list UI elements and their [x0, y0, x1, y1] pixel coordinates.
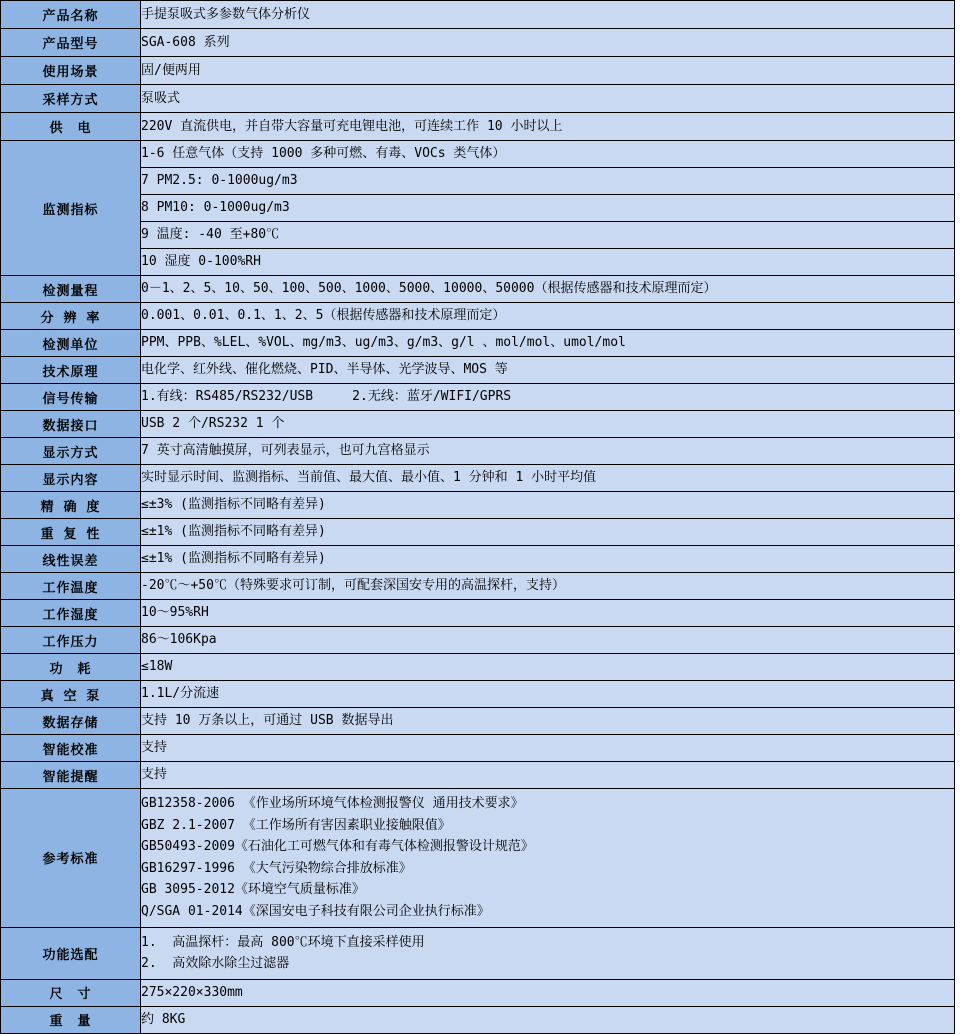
- spec-row: [1, 492, 955, 519]
- spec-label-cell: 显示内容: [1, 465, 141, 492]
- spec-label-cell: 供 电: [1, 113, 141, 141]
- spec-label-cell: 功能选配: [1, 927, 141, 979]
- spec-row: [1, 438, 955, 465]
- spec-row: [1, 979, 955, 1006]
- spec-row: [1, 330, 955, 357]
- spec-row: [1, 762, 955, 789]
- spec-label-cell: 信号传输: [1, 384, 141, 411]
- spec-value-line: GB 3095-2012《环境空气质量标准》: [141, 882, 365, 898]
- spec-label-cell: 智能提醒: [1, 762, 141, 789]
- spec-value-cell: 86～106Kpa: [141, 627, 955, 654]
- spec-value-cell: 275×220×330mm: [141, 979, 955, 1006]
- spec-label-cell: 功 耗: [1, 654, 141, 681]
- spec-row: [1, 57, 955, 85]
- spec-label-cell: 数据存储: [1, 708, 141, 735]
- spec-value-cell: -20℃～+50℃（特殊要求可订制，可配套深国安专用的高温探杆，支持）: [141, 573, 955, 600]
- spec-label-cell: 精 确 度: [1, 492, 141, 519]
- spec-row: [1, 29, 955, 57]
- spec-label-cell: 检测单位: [1, 330, 141, 357]
- spec-row: [1, 85, 955, 113]
- spec-row: [1, 546, 955, 573]
- spec-row: [1, 573, 955, 600]
- spec-value-line: Q/SGA 01-2014《深国安电子科技有限公司企业执行标准》: [141, 903, 490, 919]
- spec-label-cell: 技术原理: [1, 357, 141, 384]
- spec-value-cell: 220V 直流供电，并自带大容量可充电锂电池，可连续工作 10 小时以上: [141, 113, 955, 141]
- spec-row: [1, 735, 955, 762]
- spec-value-line: GB50493-2009《石油化工可燃气体和有毒气体检测报警设计规范》: [141, 839, 534, 855]
- spec-value-cell: ≤18W: [141, 654, 955, 681]
- spec-value-cell: 7 PM2.5: 0-1000ug/m3: [141, 168, 955, 195]
- spec-label-cell: 分 辨 率: [1, 303, 141, 330]
- spec-row: [1, 384, 955, 411]
- spec-value-line: 1. 高温探杆：最高 800℃环境下直接采样使用: [141, 934, 425, 950]
- spec-row: [1, 303, 955, 330]
- spec-value-cell: 0.001、0.01、0.1、1、2、5（根据传感器和技术原理而定）: [141, 303, 955, 330]
- spec-value-cell: [141, 927, 955, 979]
- spec-label-cell: 工作湿度: [1, 600, 141, 627]
- spec-value-cell: 8 PM10: 0-1000ug/m3: [141, 195, 955, 222]
- spec-row: [1, 708, 955, 735]
- spec-row: [1, 357, 955, 384]
- spec-label-cell: 采样方式: [1, 85, 141, 113]
- spec-table-body: [1, 1, 955, 1034]
- spec-label-cell: 显示方式: [1, 438, 141, 465]
- spec-value-line: GB12358-2006 《作业场所环境气体检测报警仪 通用技术要求》: [141, 796, 524, 811]
- spec-value-cell: 7 英寸高清触摸屏，可列表显示，也可九宫格显示: [141, 438, 955, 465]
- spec-value-cell: 10 湿度 0-100%RH: [141, 249, 955, 276]
- spec-row: [1, 1, 955, 29]
- spec-value-cell: PPM、PPB、%LEL、%VOL、mg/m3、ug/m3、g/m3、g/l 、mol/mol、umol/mol: [141, 330, 955, 357]
- spec-value-cell: 支持: [141, 735, 955, 762]
- spec-row: [1, 411, 955, 438]
- spec-label-cell: 线性误差: [1, 546, 141, 573]
- spec-value-cell: 1.1L/分流速: [141, 681, 955, 708]
- spec-row: [1, 789, 955, 928]
- spec-value-cell: 1-6 任意气体（支持 1000 多种可燃、有毒、VOCs 类气体）: [141, 141, 955, 168]
- spec-value-cell: 手提泵吸式多参数气体分析仪: [141, 1, 955, 29]
- spec-row: [1, 276, 955, 303]
- spec-value-cell: 电化学、红外线、催化燃烧、PID、半导体、光学波导、MOS 等: [141, 357, 955, 384]
- spec-value-cell: 1.有线：RS485/RS232/USB 2.无线：蓝牙/WIFI/GPRS: [141, 384, 955, 411]
- spec-row: [1, 927, 955, 979]
- spec-value-cell: 10～95%RH: [141, 600, 955, 627]
- spec-row: [1, 654, 955, 681]
- spec-value-cell: 支持 10 万条以上，可通过 USB 数据导出: [141, 708, 955, 735]
- spec-label-cell: 检测量程: [1, 276, 141, 303]
- spec-row: [1, 141, 955, 168]
- spec-value-line: 2. 高效除水除尘过滤器: [141, 956, 290, 972]
- spec-label-cell: 产品型号: [1, 29, 141, 57]
- spec-value-cell: [141, 789, 955, 928]
- spec-value-line: GBZ 2.1-2007 《工作场所有害因素职业接触限值》: [141, 817, 451, 833]
- spec-value-cell: SGA-608 系列: [141, 29, 955, 57]
- spec-label-cell: 重 复 性: [1, 519, 141, 546]
- spec-label-cell: 产品名称: [1, 1, 141, 29]
- spec-label-cell: 使用场景: [1, 57, 141, 85]
- spec-row: [1, 681, 955, 708]
- spec-label-cell: 智能校准: [1, 735, 141, 762]
- spec-value-cell: 9 温度: -40 至+80℃: [141, 222, 955, 249]
- spec-row: [1, 195, 955, 222]
- spec-value-line: GB16297-1996 《大气污染物综合排放标准》: [141, 860, 412, 876]
- spec-row: [1, 249, 955, 276]
- spec-label-cell: 工作温度: [1, 573, 141, 600]
- spec-value-cell: USB 2 个/RS232 1 个: [141, 411, 955, 438]
- spec-row: [1, 627, 955, 654]
- spec-row: [1, 1006, 955, 1033]
- spec-row: [1, 168, 955, 195]
- spec-value-cell: ≤±1% (监测指标不同略有差异): [141, 519, 955, 546]
- spec-label-cell: 重 量: [1, 1006, 141, 1033]
- spec-label-cell: 数据接口: [1, 411, 141, 438]
- spec-value-cell: ≤±3% (监测指标不同略有差异): [141, 492, 955, 519]
- spec-row: [1, 465, 955, 492]
- spec-label-cell: 监测指标: [1, 141, 141, 276]
- spec-label-cell: 参考标准: [1, 789, 141, 928]
- spec-value-cell: 约 8KG: [141, 1006, 955, 1033]
- spec-label-cell: 真 空 泵: [1, 681, 141, 708]
- spec-label-cell: 工作压力: [1, 627, 141, 654]
- spec-row: [1, 222, 955, 249]
- spec-value-cell: 支持: [141, 762, 955, 789]
- spec-label-cell: 尺 寸: [1, 979, 141, 1006]
- spec-row: [1, 113, 955, 141]
- spec-value-cell: 固/便两用: [141, 57, 955, 85]
- spec-row: [1, 600, 955, 627]
- spec-value-cell: 实时显示时间、监测指标、当前值、最大值、最小值、1 分钟和 1 小时平均值: [141, 465, 955, 492]
- spec-value-cell: 泵吸式: [141, 85, 955, 113]
- spec-row: [1, 519, 955, 546]
- spec-value-cell: 0－1、2、5、10、50、100、500、1000、5000、10000、50000（根据传感器和技术原理而定）: [141, 276, 955, 303]
- spec-value-cell: ≤±1% (监测指标不同略有差异): [141, 546, 955, 573]
